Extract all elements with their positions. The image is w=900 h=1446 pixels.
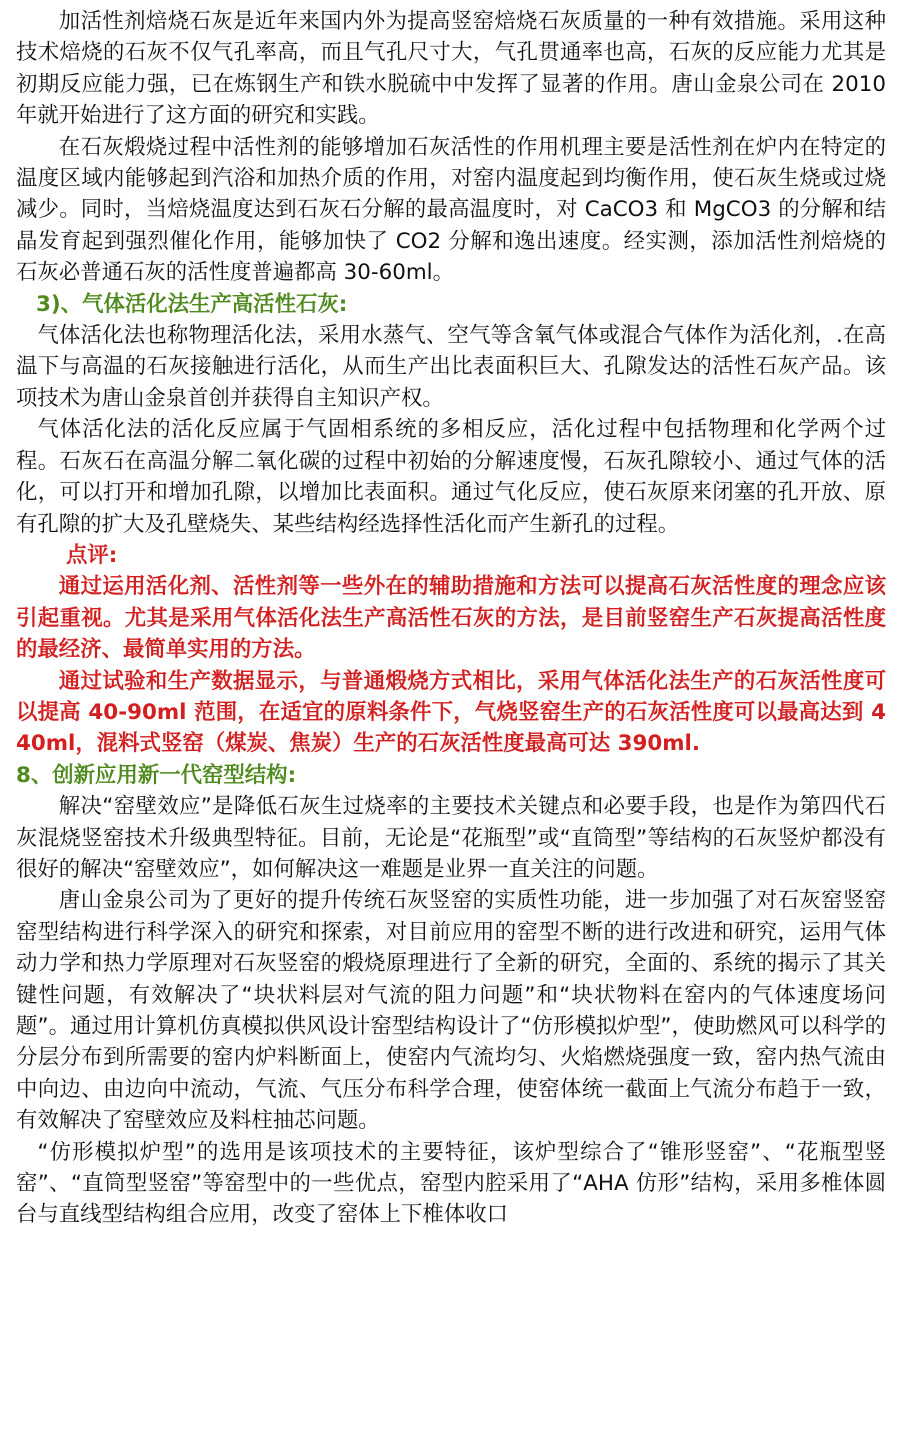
review-label: 点评: xyxy=(66,542,118,568)
paragraph-activator-intro: 加活性剂焙烧石灰是近年来国内外为提高竖窑焙烧石灰质量的一种有效措施。采用这种技术焙烧的石灰不仅气孔率高，而且气孔尺寸大，气孔贯通率也高，石灰的反应能力尤其是初期反应能力强，已在炼钢生产和铁水脱硫中中发挥了显著的作用。唐山金泉公司在 2010 年就开始进行了这方面的研究和实践。 xyxy=(16,9,886,129)
review-paragraph-2: 通过试验和生产数据显示，与普通煅烧方式相比，采用气体活化法生产的石灰活性度可以提高 40-90ml 范围，在适宜的原料条件下，气烧竖窑生产的石灰活性度可以最高达到 440ml，混料式竖窑（煤炭、焦炭）生产的石灰活性度最高可达 390ml. xyxy=(16,668,886,757)
paragraph-gas-activation-definition: 气体活化法也称物理活化法，采用水蒸气、空气等含氧气体或混合气体作为活化剂，.在高温下与高温的石灰接触进行活化，从而生产出比表面积巨大、孔隙发达的活性石灰产品。该项技术为唐山金泉首创并获得自主知识产权。 xyxy=(16,323,886,411)
section-heading-gas-activation: 3)、气体活化法生产高活性石灰: xyxy=(36,291,348,317)
section-heading-kiln-structure: 8、创新应用新一代窑型结构: xyxy=(16,762,297,788)
paragraph-wall-effect: 解决“窑壁效应”是降低石灰生过烧率的主要技术关键点和必要手段，也是作为第四代石灰混烧竖窑技术升级典型特征。目前，无论是“花瓶型”或“直筒型”等结构的石灰竖炉都没有很好的解决“窑壁效应”，如何解决这一难题是业界一直关注的问题。 xyxy=(16,794,886,882)
paragraph-gas-activation-process: 气体活化法的活化反应属于气固相系统的多相反应，活化过程中包括物理和化学两个过程。石灰石在高温分解二氧化碳的过程中初始的分解速度慢，石灰孔隙较小、通过气体的活化，可以打开和增加孔隙，以增加比表面积。通过气化反应，使石灰原来闭塞的孔开放、原有孔隙的扩大及孔壁烧失、某些结构经选择性活化而产生新孔的过程。 xyxy=(16,417,886,537)
paragraph-kiln-research: 唐山金泉公司为了更好的提升传统石灰竖窑的实质性功能，进一步加强了对石灰窑竖窑窑型结构进行科学深入的研究和探索，对目前应用的窑型不断的进行改进和研究，运用气体动力学和热力学原理对石灰竖窑的煅烧原理进行了全新的研究，全面的、系统的揭示了其关键性问题，有效解决了“块状料层对气流的阻力问题”和“块状物料在窑内的气体速度场问题”。通过用计算机仿真模拟供风设计窑型结构设计了“仿形模拟炉型”，使助燃风可以科学的分层分布到所需要的窑内炉料断面上，使窑内气流均匀、火焰燃烧强度一致，窑内热气流由中向边、由边向中流动，气流、气压分布科学合理，使窑体统一截面上气流分布趋于一致，有效解决了窑壁效应及料柱抽芯问题。 xyxy=(16,888,886,1134)
paragraph-activator-mechanism: 在石灰煅烧过程中活性剂的能够增加石灰活性的作用机理主要是活性剂在炉内在特定的温度区域内能够起到汽浴和加热介质的作用，对窑内温度起到均衡作用，使石灰生烧或过烧减少。同时，当焙烧温度达到石灰石分解的最高温度时，对 CaCO3 和 MgCO3 的分解和结晶发育起到强烈催化作用，能够加快了 CO2 分解和逸出速度。经实测，添加活性剂焙烧的石灰必普通石灰的活性度普遍都高 30-60ml。 xyxy=(16,134,886,286)
review-paragraph-1: 通过运用活化剂、活性剂等一些外在的辅助措施和方法可以提高石灰活性度的理念应该引起重视。尤其是采用气体活化法生产高活性石灰的方法，是目前竖窑生产石灰提高活性度的最经济、最简单实用的方法。 xyxy=(16,574,886,663)
paragraph-profile-kiln: “仿形模拟炉型”的选用是该项技术的主要特征，该炉型综合了“锥形竖窑”、“花瓶型竖窑”、“直筒型竖窑”等窑型中的一些优点，窑型内腔采用了“AHA 仿形”结构，采用多椎体圆台与直线型结构组合应用，改变了窑体上下椎体收口 xyxy=(16,1139,886,1228)
